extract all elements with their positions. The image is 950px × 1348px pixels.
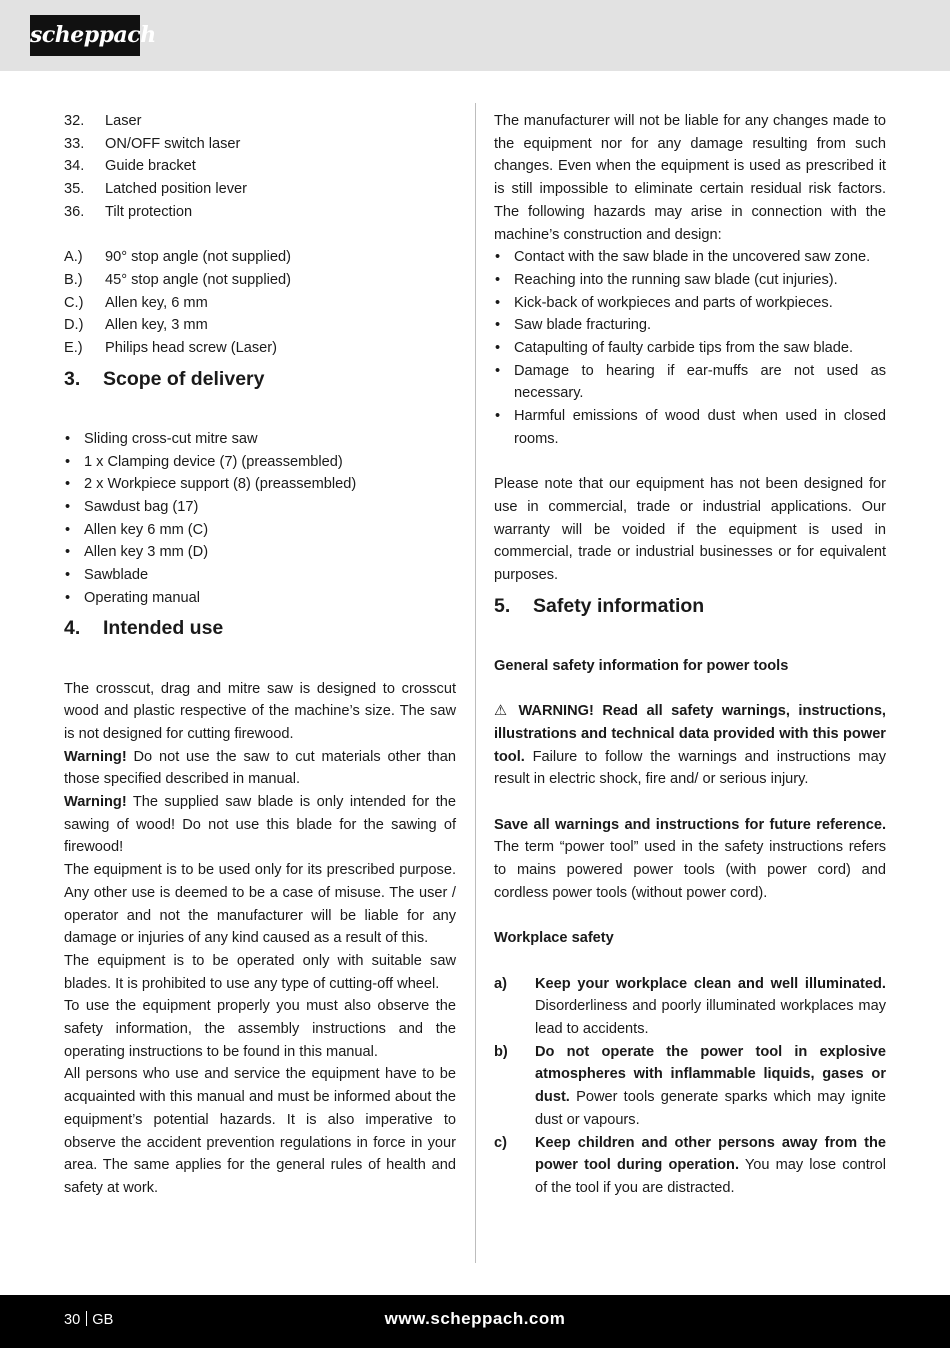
warning-paragraph: Warning! Do not use the saw to cut materials other than those specified described in manual. (64, 748, 456, 788)
left-column (64, 110, 456, 1200)
subheading: General safety information for power tools (494, 657, 789, 674)
list-item: • Operating manual (65, 589, 201, 606)
list-item: • Sawdust bag (17) (65, 498, 199, 515)
list-item: A.) 90° stop angle (not supplied) (64, 249, 291, 266)
warning-paragraph: Warning! The supplied saw blade is only intended for the sawing of wood! Do not use this blade for the sawing of firewood! (64, 794, 456, 856)
paragraph: The manufacturer will not be liable for any changes made to the equipment nor for any damage resulting from such changes. Even when the equipment is used as prescribed it is still impossible to eliminate certain residual risk factors. The following hazards may arise in connection with the machine’s construction and design: (494, 113, 886, 243)
list-item: B.) 45° stop angle (not supplied) (64, 271, 291, 288)
list-item: • Harmful emissions of wood dust when used in closed rooms. (495, 408, 886, 447)
list-item: D.) Allen key, 3 mm (64, 317, 208, 334)
accessory-list (64, 246, 456, 360)
scheppach-logo: scheppach (30, 15, 140, 56)
parts-list (64, 110, 456, 224)
list-item: a) Keep your workplace clean and well illuminated. Disorderliness and poorly illuminated workplaces may lead to accidents. (494, 975, 886, 1038)
list-item: • Sliding cross-cut mitre saw (65, 430, 258, 447)
page-header (0, 0, 950, 71)
warning-paragraph: ⚠ WARNING! Read all safety warnings, instructions, illustrations and technical data provided with this power tool. Failure to follow the warnings and instructions may result in electric shock, fire and/ or serious injury. (494, 700, 886, 791)
list-item: • 1 x Clamping device (7) (preassembled) (65, 453, 343, 470)
section-heading-safety: 5. Safety information (494, 594, 705, 617)
paragraph: The equipment is to be operated only with suitable saw blades. It is prohibited to use any type of cutting-off wheel. (64, 952, 456, 992)
paragraph: Save all warnings and instructions for future reference. The term “power tool” used in the safety instructions refers to mains powered power tools (with power cord) and cordless power tools (without power cord). (494, 816, 886, 901)
hazard-list (494, 246, 886, 450)
column-divider (475, 103, 476, 1263)
page-number: 30 GB (64, 1312, 114, 1328)
paragraph: Please note that our equipment has not been designed for use in commercial, trade or industrial applications. Our warranty will be voided if the equipment is used in commercial, trade or industrial businesses or for equivalent purposes. (494, 476, 886, 584)
list-item: • Reaching into the running saw blade (cut injuries). (495, 271, 838, 288)
workplace-safety-list (494, 973, 886, 1200)
list-item: 34. Guide bracket (64, 158, 196, 175)
subheading: Workplace safety (494, 930, 614, 947)
list-item: 32. Laser (64, 113, 142, 129)
right-column (494, 110, 886, 1200)
paragraph: All persons who use and service the equipment have to be acquainted with this manual and must be informed about the equipment’s potential hazards. It is also imperative to observe the accident prevention regulations in force in your area. The same applies for the general rules of health and safety at work. (64, 1066, 456, 1196)
paragraph: The crosscut, drag and mitre saw is designed to crosscut wood and plastic respective of the machine’s size. The saw is not designed for cutting firewood. (64, 680, 456, 742)
list-item: 35. Latched position lever (64, 181, 247, 198)
list-item: E.) Philips head screw (Laser) (64, 340, 277, 357)
page-footer (0, 1295, 950, 1348)
scope-list (64, 428, 456, 610)
list-item: c) Keep children and other persons away from the power tool during operation. You may lose control of the tool if you are distracted. (494, 1134, 886, 1196)
list-item: 33. ON/OFF switch laser (64, 135, 241, 152)
list-item: • Kick-back of workpieces and parts of workpieces. (495, 294, 833, 311)
list-item: • Allen key 3 mm (D) (65, 544, 209, 561)
list-item: • Allen key 6 mm (C) (65, 521, 209, 538)
section-heading-scope: 3. Scope of delivery (64, 367, 265, 390)
paragraph: To use the equipment properly you must also observe the safety information, the assembly instructions and the operating instructions to be found in this manual. (64, 998, 456, 1060)
list-item: 36. Tilt protection (64, 203, 193, 220)
list-item: • Sawblade (65, 567, 149, 584)
list-item: • 2 x Workpiece support (8) (preassembled) (65, 476, 357, 493)
warning-triangle-icon: ⚠ (494, 703, 508, 720)
list-item: • Saw blade fracturing. (495, 317, 652, 334)
list-item: C.) Allen key, 6 mm (64, 294, 208, 311)
website-url: www.scheppach.com (384, 1309, 566, 1328)
list-item: b) Do not operate the power tool in explosive atmospheres with inflammable liquids, gases or dust. Power tools generate sparks which may ignite dust or vapours. (494, 1043, 886, 1128)
list-item: • Contact with the saw blade in the uncovered saw zone. (495, 249, 871, 266)
paragraph: The equipment is to be used only for its prescribed purpose. Any other use is deemed to be a case of misuse. The user / operator and not the manufacturer will be liable for any damage or injuries of any kind caused as a result of this. (64, 862, 456, 947)
section-heading-intended-use: 4. Intended use (64, 617, 224, 640)
list-item: • Damage to hearing if ear-muffs are not used as necessary. (495, 362, 886, 402)
list-item: • Catapulting of faulty carbide tips from the saw blade. (495, 340, 854, 357)
